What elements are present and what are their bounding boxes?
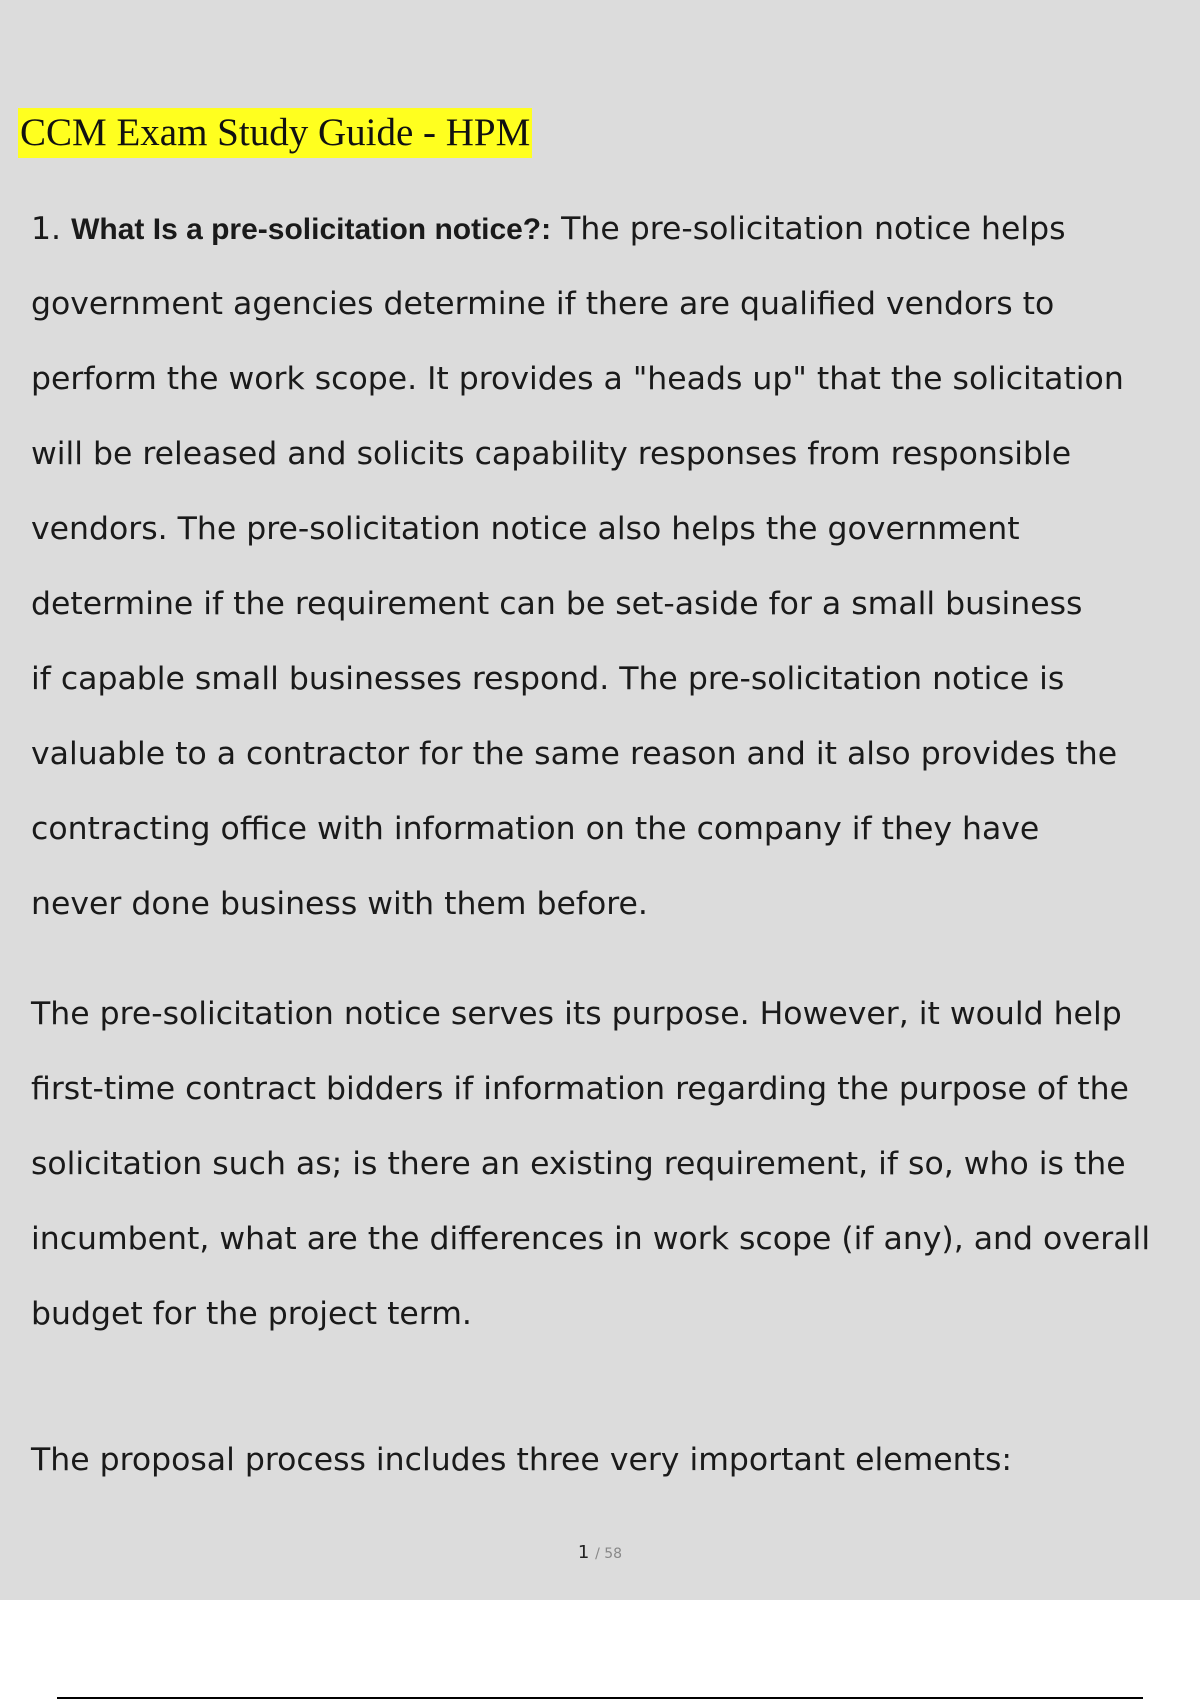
question-1-block: [31, 192, 1191, 942]
answer-line: vendors. The pre-solicitation notice also helps the government: [31, 511, 1020, 547]
question-text: What Is a pre-solicitation notice?:: [71, 213, 552, 246]
question-1-first-line: [31, 192, 1191, 267]
paragraph-2: [31, 977, 1191, 1352]
answer-line: government agencies determine if there are qualified vendors to: [31, 286, 1055, 322]
answer-line: valuable to a contractor for the same reason and it also provides the: [31, 736, 1118, 772]
answer-line: contracting office with information on the company if they have: [31, 811, 1040, 847]
answer-line: if capable small businesses respond. The pre-solicitation notice is: [31, 661, 1065, 697]
paragraph-line: The proposal process includes three very important elements:: [31, 1442, 1013, 1478]
paragraph-line: solicitation such as; is there an existing requirement, if so, who is the: [31, 1146, 1126, 1182]
next-page-preview: [0, 1600, 1200, 1700]
page-indicator: [0, 1542, 1200, 1563]
answer-line: The pre-solicitation notice helps: [561, 211, 1066, 247]
answer-line: never done business with them before.: [31, 886, 648, 922]
total-pages: / 58: [595, 1546, 623, 1562]
answer-line: perform the work scope. It provides a "heads up" that the solicitation: [31, 361, 1124, 397]
paragraph-line: The pre-solicitation notice serves its purpose. However, it would help: [31, 996, 1122, 1032]
answer-line: determine if the requirement can be set-aside for a small business: [31, 586, 1083, 622]
paragraph-3: [31, 1423, 1191, 1498]
document-title: CCM Exam Study Guide - HPM: [18, 108, 532, 158]
question-number: 1.: [31, 211, 62, 247]
current-page-number: 1: [577, 1542, 590, 1563]
answer-line: will be released and solicits capability responses from responsible: [31, 436, 1072, 472]
horizontal-rule: [57, 1697, 1143, 1699]
paragraph-line: incumbent, what are the differences in work scope (if any), and overall: [31, 1221, 1151, 1257]
paragraph-line: budget for the project term.: [31, 1296, 472, 1332]
paragraph-line: first-time contract bidders if information regarding the purpose of the: [31, 1071, 1129, 1107]
